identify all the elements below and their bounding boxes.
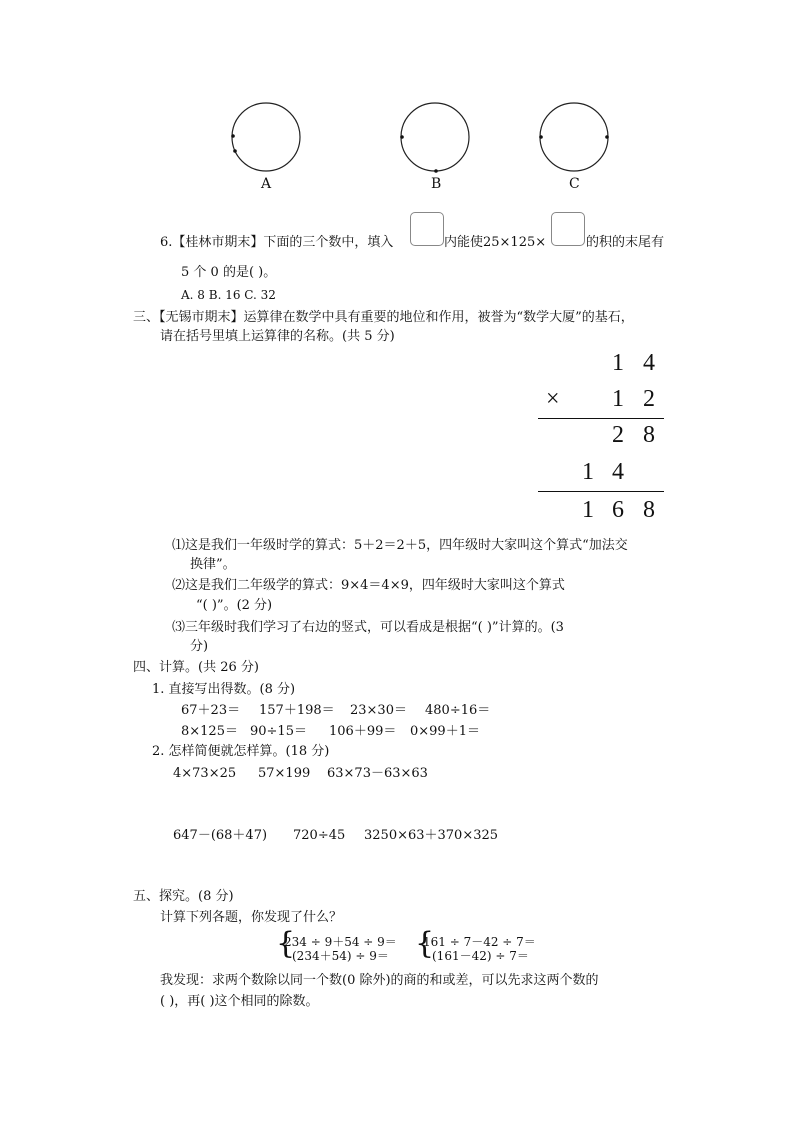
s3-item1-line1: ⑴这是我们一年级时学的算式：5＋2＝2＋5，四年级时大家叫这个算式“加法交 (172, 538, 628, 553)
s5-brace-2: { (415, 926, 435, 961)
vm-row1-d2: 4 (643, 350, 655, 376)
section3-title-line2: 请在括号里填上运算律的名称。(共 5 分) (160, 329, 395, 344)
vm-row3-d1: 2 (612, 422, 624, 448)
circle-c-label: C (569, 176, 580, 192)
s4-p1-r1-c2: 157＋198＝ (259, 703, 335, 718)
s3-item2-line2: “( )”。(2 分) (196, 598, 273, 613)
s4-p2-r1-c2: 57×199 (258, 766, 311, 781)
s4-p1-r1-c3: 23×30＝ (350, 703, 407, 718)
s5-finding-line1: 我发现：求两个数除以同一个数(0 除外)的商的和或差，可以先求这两个数的 (160, 973, 599, 988)
vm-row5-d2: 6 (612, 497, 624, 523)
s3-item3-line1: ⑶三年级时我们学习了右边的竖式，可以看成是根据“( )”计算的。(3 (172, 620, 564, 635)
s5-g1-line2: (234＋54) ÷ 9＝ (292, 949, 389, 963)
section4-title: 四、计算。(共 26 分) (133, 660, 259, 675)
circle-a-label: A (261, 176, 272, 192)
q6-text-line2: 5 个 0 的是( )。 (181, 265, 277, 280)
s4-p1-r2-c4: 0×99＋1＝ (410, 724, 480, 739)
vm-row5-d1: 1 (582, 497, 594, 523)
s3-item2-line1: ⑵这是我们二年级学的算式：9×4＝4×9，四年级时大家叫这个算式 (172, 578, 565, 593)
s5-brace-1: { (276, 926, 296, 961)
s5-g2-line1: 161 ÷ 7－42 ÷ 7＝ (423, 935, 536, 949)
s5-prompt: 计算下列各题，你发现了什么？ (160, 910, 343, 925)
s3-item1-line2: 换律”。 (190, 557, 236, 572)
s4-p2-r1-c3: 63×73－63×63 (327, 766, 428, 781)
circle-c (539, 103, 609, 171)
s4-p1-r2-c1: 8×125＝ (181, 724, 238, 739)
circle-b-label: B (431, 176, 442, 192)
circle-figures (0, 0, 794, 200)
q6-options: A. 8 B. 16 C. 32 (181, 288, 276, 302)
vm-row4-d1: 1 (582, 459, 594, 485)
section5-title: 五、探究。(8 分) (133, 889, 234, 904)
vm-row2-d1: 1 (612, 386, 624, 412)
s4-p1-r2-c3: 106＋99＝ (329, 724, 397, 739)
vm-row1-d1: 1 (612, 350, 624, 376)
s5-g2-line2: (161－42) ÷ 7＝ (432, 949, 529, 963)
s4-p2-r2-c2: 720÷45 (293, 828, 346, 843)
circle-a (231, 103, 300, 171)
vm-row5-d3: 8 (643, 497, 655, 523)
s4-p2-r2-c3: 3250×63＋370×325 (364, 828, 499, 843)
s5-finding-line2: ( )，再( )这个相同的除数。 (160, 994, 319, 1009)
vm-row3-d2: 8 (643, 422, 655, 448)
s4-p1-r1-c1: 67＋23＝ (181, 703, 241, 718)
vm-operator: × (546, 386, 560, 412)
q6-text-post: 的积的末尾有 (586, 235, 665, 250)
circle-b (400, 103, 469, 173)
s3-item3-line2: 分) (190, 639, 209, 654)
s4-p2-r2-c1: 647－(68＋47) (173, 828, 268, 843)
q6-text-pre: 6.【桂林市期末】下面的三个数中，填入 (160, 235, 394, 250)
s5-g1-line1: 234 ÷ 9＋54 ÷ 9＝ (284, 935, 397, 949)
q6-answer-box-1[interactable] (410, 212, 444, 246)
vm-row4-d2: 4 (612, 459, 624, 485)
s4-p1-r2-c2: 90÷15＝ (250, 724, 307, 739)
q6-text-mid: 内能使25×125× (444, 235, 547, 250)
s4-p2-r1-c1: 4×73×25 (173, 766, 237, 781)
s4-p1-r1-c4: 480÷16＝ (425, 703, 491, 718)
s4-part2-title: 2. 怎样简便就怎样算。(18 分) (152, 744, 330, 759)
section3-title-line1: 三、【无锡市期末】运算律在数学中具有重要的地位和作用，被誉为“数学大厦”的基石， (133, 310, 634, 325)
s4-part1-title: 1. 直接写出得数。(8 分) (152, 682, 296, 697)
q6-answer-box-2[interactable] (551, 212, 585, 246)
vm-line-1 (538, 418, 664, 419)
vm-line-2 (538, 491, 664, 492)
vm-row2-d2: 2 (643, 386, 655, 412)
